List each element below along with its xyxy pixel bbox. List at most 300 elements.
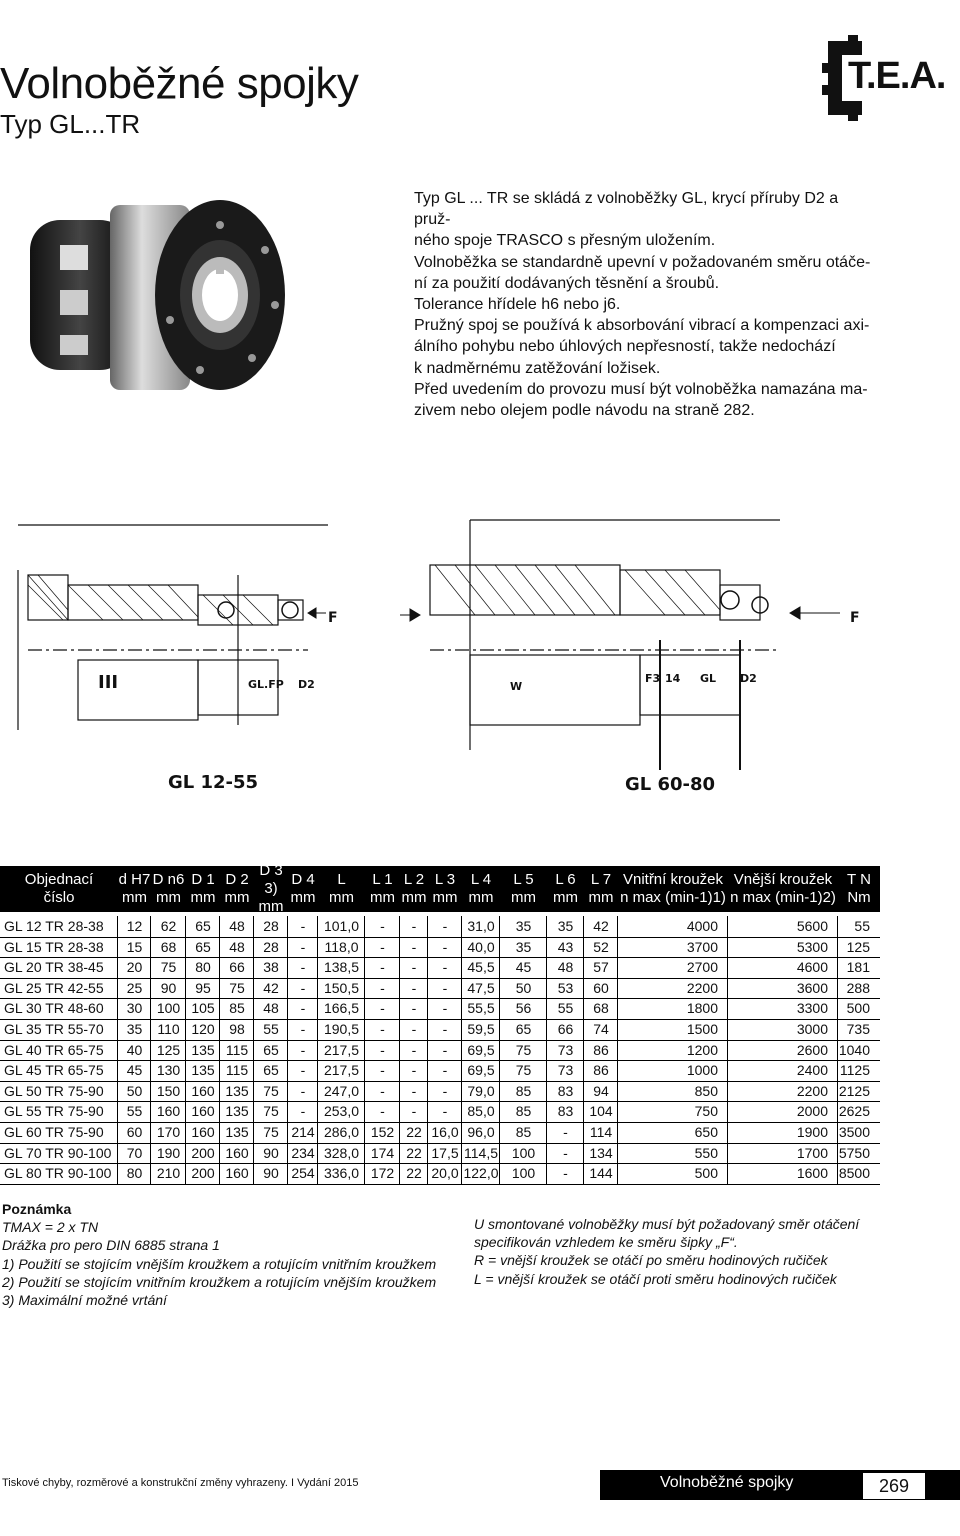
table-cell: - xyxy=(563,1165,568,1182)
table-row xyxy=(0,1143,880,1165)
table-cell: 80 xyxy=(195,959,211,976)
table-cell: 1800 xyxy=(686,1000,718,1017)
table-row xyxy=(0,1122,880,1144)
table-cell: 62 xyxy=(160,918,177,934)
table-cell: 3700 xyxy=(686,938,718,955)
column-divider xyxy=(364,916,365,1184)
column-header-unit: mm xyxy=(190,889,216,906)
table-cell: - xyxy=(411,938,417,955)
column-divider xyxy=(185,916,186,1184)
table-cell: 150 xyxy=(156,1082,181,1099)
table-cell: 55 xyxy=(557,1000,574,1017)
table-cell: 138,5 xyxy=(323,959,360,976)
table-cell: 28 xyxy=(263,918,279,934)
table-cell: - xyxy=(300,1041,306,1058)
note-line: L = vnější kroužek se otáčí proti směru hodinových ručiček xyxy=(474,1270,837,1287)
table-cell: 75 xyxy=(263,1124,279,1140)
intro-line: ného spoje TRASCO s přesným uložením. xyxy=(414,232,716,250)
table-cell: 152 xyxy=(370,1124,395,1140)
table-cell: - xyxy=(442,979,448,996)
table-cell: 2700 xyxy=(686,959,718,976)
table-cell: 50 xyxy=(126,1082,143,1099)
table-row xyxy=(0,1019,880,1041)
table-cell: 160 xyxy=(225,1165,249,1182)
table-cell: GL 35 TR 55-70 xyxy=(4,1021,104,1037)
table-cell: 38 xyxy=(263,959,279,976)
footer-disclaimer: Tiskové chyby, rozměrové a konstrukční změny vyhrazeny. I Vydání 2015 xyxy=(2,1477,359,1489)
table-row xyxy=(0,1060,880,1082)
table-cell: 4000 xyxy=(686,918,718,934)
column-header xyxy=(428,866,462,912)
table-cell: 22 xyxy=(406,1124,422,1140)
column-header xyxy=(584,866,618,912)
intro-line: Volnoběžka se standardně upevní v požadovaném směru otáče- xyxy=(414,253,871,271)
footer-section-title: Volnoběžné spojky xyxy=(660,1474,794,1491)
column-divider xyxy=(117,916,118,1184)
table-cell: 65 xyxy=(263,1062,279,1079)
column-header-name: D 3 3) xyxy=(259,862,283,897)
table-cell: 85,0 xyxy=(467,1103,495,1120)
table-cell: 90 xyxy=(160,979,177,996)
table-cell: 110 xyxy=(157,1021,180,1037)
table-cell: - xyxy=(411,918,417,934)
table-cell: 65 xyxy=(263,1041,279,1058)
table-cell: 75 xyxy=(160,959,177,976)
table-cell: 22 xyxy=(406,1144,422,1161)
table-cell: - xyxy=(563,1144,568,1161)
table-cell: 57 xyxy=(593,959,609,976)
table-cell: 8500 xyxy=(838,1165,870,1182)
intro-line: k nadměrnému zatěžování ložisek. xyxy=(414,359,661,377)
column-divider xyxy=(837,916,838,1184)
table-cell: 160 xyxy=(156,1103,181,1120)
table-cell: 2625 xyxy=(838,1103,870,1120)
table-cell: 75 xyxy=(515,1062,532,1079)
table-cell: 214 xyxy=(291,1124,315,1140)
label-force-right: F xyxy=(850,610,860,626)
notes-right xyxy=(474,1215,894,1288)
table-cell: 217,5 xyxy=(323,1062,360,1079)
intro-line: Pružný spoj se používá k absorbování vibrací a kompenzaci axi- xyxy=(414,317,870,335)
table-cell: - xyxy=(380,1000,385,1017)
column-header-name: Vnější kroužek xyxy=(733,871,833,888)
table-cell: 105 xyxy=(191,1000,215,1017)
table-cell: - xyxy=(300,1082,306,1099)
table-cell: 135 xyxy=(225,1103,249,1120)
label-hub-right: W xyxy=(510,680,523,693)
table-cell: 96,0 xyxy=(467,1124,495,1140)
table-cell: - xyxy=(300,1062,306,1079)
table-cell: 288 xyxy=(846,979,870,996)
table-cell: - xyxy=(380,1103,385,1120)
table-cell: 48 xyxy=(229,938,245,955)
table-cell: 73 xyxy=(557,1041,574,1058)
table-cell: 135 xyxy=(191,1062,215,1079)
table-cell: 65 xyxy=(195,938,211,955)
product-photo xyxy=(20,190,290,400)
table-cell: - xyxy=(442,938,448,955)
column-header-name: L 5 xyxy=(513,871,534,888)
table-cell: 35 xyxy=(557,918,574,934)
column-header xyxy=(186,866,220,912)
column-divider xyxy=(499,916,500,1184)
table-row xyxy=(0,937,880,959)
table-cell: 5750 xyxy=(838,1144,870,1161)
column-header-name: T N xyxy=(847,871,871,888)
table-cell: 66 xyxy=(229,959,245,976)
table-cell: 190,5 xyxy=(323,1021,360,1037)
table-cell: - xyxy=(411,1103,417,1120)
table-cell: - xyxy=(300,918,306,934)
table-row xyxy=(0,1101,880,1123)
note-line: U smontované volnoběžky musí být požadovaný směr otáčení xyxy=(474,1216,860,1232)
table-cell: 75 xyxy=(229,979,245,996)
column-header-unit: mm xyxy=(258,898,284,915)
column-header xyxy=(0,866,118,912)
table-cell: 3500 xyxy=(838,1124,870,1140)
intro-line: ní za použití dodávaných těsnění a šroubů. xyxy=(414,274,720,292)
table-cell: - xyxy=(442,1103,448,1120)
table-cell: 83 xyxy=(557,1082,574,1099)
table-cell: 1125 xyxy=(839,1062,870,1079)
table-cell: 80 xyxy=(126,1165,143,1182)
table-cell: - xyxy=(442,1062,448,1079)
table-cell: 35 xyxy=(126,1021,143,1037)
note-line: Drážka pro pero DIN 6885 strana 1 xyxy=(2,1237,220,1254)
table-cell: GL 30 TR 48-60 xyxy=(4,1000,104,1017)
table-cell: 66 xyxy=(557,1021,574,1037)
table-cell: 28 xyxy=(263,938,279,955)
table-cell: 1040 xyxy=(838,1041,870,1058)
table-cell: 200 xyxy=(191,1144,215,1161)
table-cell: GL 15 TR 28-38 xyxy=(4,938,104,955)
table-cell: 150,5 xyxy=(323,979,360,996)
table-cell: 286,0 xyxy=(323,1124,360,1140)
table-cell: 100 xyxy=(511,1144,536,1161)
table-cell: 90 xyxy=(263,1144,279,1161)
column-divider xyxy=(617,916,618,1184)
table-cell: GL 20 TR 38-45 xyxy=(4,959,104,976)
table-cell: - xyxy=(411,1021,417,1037)
column-divider xyxy=(253,916,254,1184)
table-cell: - xyxy=(411,979,417,996)
column-header xyxy=(838,866,880,912)
column-header xyxy=(365,866,400,912)
column-header-unit: mm xyxy=(401,889,427,906)
table-cell: 68 xyxy=(593,1000,609,1017)
column-header-unit: mm xyxy=(511,889,536,906)
table-cell: GL 40 TR 65-75 xyxy=(4,1041,104,1058)
table-cell: - xyxy=(380,1041,385,1058)
table-cell: 1600 xyxy=(796,1165,828,1182)
table-cell: 69,5 xyxy=(467,1062,495,1079)
intro-line: Typ GL ... TR se skládá z volnoběžky GL, krycí příruby D2 a pruž- xyxy=(414,190,839,229)
intro-text xyxy=(414,188,874,421)
table-cell: - xyxy=(300,938,306,955)
column-divider xyxy=(546,916,547,1184)
table-cell: 85 xyxy=(515,1082,532,1099)
table-cell: 500 xyxy=(694,1165,718,1182)
table-cell: 500 xyxy=(846,1000,870,1017)
table-cell: 45 xyxy=(126,1062,143,1079)
table-cell: 1000 xyxy=(686,1062,718,1079)
table-cell: 2600 xyxy=(796,1041,828,1058)
table-cell: 1900 xyxy=(796,1124,828,1140)
column-divider xyxy=(317,916,318,1184)
column-header-name: L 4 xyxy=(470,871,492,888)
table-cell: 100 xyxy=(511,1165,536,1182)
column-header-unit: mm xyxy=(122,889,147,906)
table-cell: 95 xyxy=(195,979,211,996)
label-14: 14 xyxy=(665,672,681,685)
column-header xyxy=(151,866,186,912)
table-cell: 2125 xyxy=(838,1082,870,1099)
table-cell: 75 xyxy=(263,1103,279,1120)
label-gl: GL xyxy=(700,672,717,685)
table-cell: 115 xyxy=(225,1041,249,1058)
table-cell: 104 xyxy=(589,1103,613,1120)
table-cell: 45,5 xyxy=(467,959,495,976)
table-cell: 85 xyxy=(515,1124,532,1140)
label-d2-right: D2 xyxy=(740,672,757,685)
table-cell: 50 xyxy=(515,979,532,996)
table-cell: 60 xyxy=(126,1124,143,1140)
column-header-name: D 1 xyxy=(191,871,215,888)
table-cell: 45 xyxy=(515,959,532,976)
table-cell: 3600 xyxy=(796,979,828,996)
table-cell: 160 xyxy=(191,1082,215,1099)
column-divider xyxy=(583,916,584,1184)
table-cell: 122,0 xyxy=(463,1165,499,1182)
table-cell: 16,0 xyxy=(431,1124,459,1140)
note-line: 2) Použití se stojícím vnitřním kroužkem a rotujícím vnějším kroužkem xyxy=(2,1273,437,1290)
label-hub: III xyxy=(98,672,119,693)
intro-line: Tolerance hřídele h6 nebo j6. xyxy=(414,296,621,314)
table-cell: - xyxy=(442,959,448,976)
column-header-unit: mm xyxy=(224,889,250,906)
column-header-unit: mm xyxy=(588,889,614,906)
column-header-unit: číslo xyxy=(43,889,75,906)
column-header-unit: mm xyxy=(370,889,395,906)
column-header xyxy=(400,866,428,912)
table-cell: 160 xyxy=(191,1124,215,1140)
table-cell: 114 xyxy=(589,1124,613,1140)
table-cell: 120 xyxy=(191,1021,215,1037)
table-cell: GL 70 TR 90-100 xyxy=(4,1144,112,1161)
table-cell: 98 xyxy=(229,1021,245,1037)
column-header-name: D 4 xyxy=(291,871,315,888)
column-header-name: L xyxy=(337,871,346,888)
table-cell: 42 xyxy=(593,918,609,934)
column-header-unit: mm xyxy=(290,889,316,906)
table-cell: 4600 xyxy=(796,959,828,976)
intro-line: álního pohybu nebo úhlových nepřesností, takže nedochází xyxy=(414,338,836,356)
table-cell: 2200 xyxy=(686,979,718,996)
note-line: R = vnější kroužek se otáčí po směru hodinových ručiček xyxy=(474,1252,828,1269)
note-line: specifikován vzhledem ke směru šipky „F“. xyxy=(474,1234,738,1251)
table-cell: 70 xyxy=(126,1144,143,1161)
table-cell: 170 xyxy=(156,1124,181,1140)
label-gl-fp: GL.FP xyxy=(248,678,284,691)
table-cell: 135 xyxy=(191,1041,215,1058)
table-cell: 114,5 xyxy=(464,1144,498,1161)
column-header-name: L 6 xyxy=(555,871,576,888)
table-cell: 850 xyxy=(694,1082,718,1099)
logo-text: T.E.A. xyxy=(848,55,946,97)
table-cell: - xyxy=(380,979,385,996)
table-cell: 43 xyxy=(557,938,574,955)
table-cell: 85 xyxy=(515,1103,532,1120)
table-cell: 166,5 xyxy=(323,1000,360,1017)
table-cell: 135 xyxy=(225,1124,249,1140)
column-header-name: Vnitřní kroužek xyxy=(622,871,724,888)
table-cell: - xyxy=(411,959,417,976)
column-header-unit: mm xyxy=(553,889,578,906)
column-header xyxy=(318,866,365,912)
table-cell: 115 xyxy=(225,1062,249,1079)
table-cell: 55,5 xyxy=(467,1000,495,1017)
table-cell: - xyxy=(300,959,306,976)
table-cell: 53 xyxy=(557,979,574,996)
column-header xyxy=(618,866,728,912)
table-cell: 160 xyxy=(191,1103,215,1120)
notes-left xyxy=(2,1200,472,1309)
label-force-left: F xyxy=(328,610,338,626)
table-cell: - xyxy=(411,1041,417,1058)
table-cell: 125 xyxy=(156,1041,181,1058)
table-cell: 328,0 xyxy=(323,1144,360,1161)
table-cell: 174 xyxy=(370,1144,395,1161)
table-cell: 56 xyxy=(515,1000,532,1017)
table-cell: 60 xyxy=(593,979,609,996)
page-number: 269 xyxy=(862,1472,926,1500)
table-cell: - xyxy=(380,918,385,934)
table-cell: 217,5 xyxy=(323,1041,360,1058)
column-header-unit: n max (min-1)2) xyxy=(730,889,836,906)
table-cell: 550 xyxy=(694,1144,718,1161)
table-cell: GL 60 TR 75-90 xyxy=(4,1124,104,1140)
table-row xyxy=(0,957,880,979)
table-cell: 750 xyxy=(694,1103,718,1120)
column-header-name: L 7 xyxy=(590,871,612,888)
table-cell: 210 xyxy=(156,1165,181,1182)
table-cell: 47,5 xyxy=(467,979,495,996)
page-title: Volnoběžné spojky xyxy=(0,59,359,108)
table-cell: GL 25 TR 42-55 xyxy=(4,979,104,996)
note-line: TMAX = 2 x TN xyxy=(2,1219,99,1236)
table-cell: 35 xyxy=(515,918,532,934)
table-cell: - xyxy=(411,1082,417,1099)
table-cell: 2000 xyxy=(796,1103,828,1120)
table-cell: 85 xyxy=(229,1000,245,1017)
table-cell: 40 xyxy=(126,1041,143,1058)
table-cell: 31,0 xyxy=(467,918,495,934)
table-cell: - xyxy=(442,1041,448,1058)
table-cell: 735 xyxy=(846,1021,870,1037)
column-header-name: d H7 xyxy=(118,871,151,888)
table-cell: 65 xyxy=(515,1021,532,1037)
column-header xyxy=(547,866,584,912)
table-row xyxy=(0,916,880,938)
column-header-unit: mm xyxy=(156,889,181,906)
table-cell: 30 xyxy=(126,1000,143,1017)
column-header xyxy=(500,866,547,912)
table-cell: - xyxy=(300,1103,306,1120)
table-cell: 1500 xyxy=(686,1021,718,1037)
column-header xyxy=(254,862,288,915)
table-cell: 79,0 xyxy=(467,1082,495,1099)
column-header-unit: mm xyxy=(329,889,354,906)
column-header-name: D n6 xyxy=(152,871,185,888)
column-header-unit: mm xyxy=(432,889,458,906)
note-line: 3) Maximální možné vrtání xyxy=(2,1292,167,1309)
drawing-gl-12-55 xyxy=(8,510,338,810)
table-cell: 144 xyxy=(589,1165,613,1182)
table-cell: 40,0 xyxy=(467,938,495,955)
table-cell: 55 xyxy=(263,1021,279,1037)
column-divider xyxy=(150,916,151,1184)
table-cell: GL 45 TR 65-75 xyxy=(4,1062,104,1079)
table-cell: - xyxy=(380,1021,385,1037)
column-header-name: L 3 xyxy=(434,871,456,888)
table-cell: 86 xyxy=(593,1062,609,1079)
column-header xyxy=(462,866,500,912)
column-header xyxy=(288,866,318,912)
table-cell: 134 xyxy=(589,1144,613,1161)
table-cell: - xyxy=(380,1082,385,1099)
label-f3: F3 xyxy=(645,672,661,685)
table-cell: GL 50 TR 75-90 xyxy=(4,1082,104,1099)
table-cell: 100 xyxy=(156,1000,181,1017)
drawing-gl-60-80 xyxy=(400,510,945,800)
column-divider xyxy=(287,916,288,1184)
table-cell: 234 xyxy=(291,1144,315,1161)
table-cell: 125 xyxy=(846,938,870,955)
table-cell: 3000 xyxy=(796,1021,828,1037)
table-cell: 75 xyxy=(515,1041,532,1058)
table-cell: 5300 xyxy=(796,938,828,955)
table-cell: 254 xyxy=(291,1165,315,1182)
intro-line: Před uvedením do provozu musí být volnoběžka namazána ma- xyxy=(414,380,868,398)
drawing-label-right: GL 60-80 xyxy=(625,774,716,795)
table-cell: 160 xyxy=(225,1144,249,1161)
table-cell: 94 xyxy=(593,1082,609,1099)
table-cell: 83 xyxy=(557,1103,574,1120)
table-row xyxy=(0,1163,880,1185)
column-divider xyxy=(461,916,462,1184)
table-cell: - xyxy=(300,1000,306,1017)
table-cell: 1200 xyxy=(686,1041,718,1058)
table-cell: 253,0 xyxy=(323,1103,360,1120)
column-divider xyxy=(427,916,428,1184)
table-cell: 86 xyxy=(593,1041,609,1058)
table-cell: 200 xyxy=(191,1165,215,1182)
column-header-unit: Nm xyxy=(847,889,871,906)
column-divider xyxy=(727,916,728,1184)
table-cell: 48 xyxy=(557,959,574,976)
intro-line: zivem nebo olejem podle návodu na straně 282. xyxy=(414,402,755,420)
table-cell: 69,5 xyxy=(467,1041,495,1058)
table-cell: 59,5 xyxy=(467,1021,495,1037)
column-header-unit: n max (min-1)1) xyxy=(620,889,726,906)
table-cell: 3300 xyxy=(796,1000,828,1017)
note-line: 1) Použití se stojícím vnějším kroužkem a rotujícím vnitřním kroužkem xyxy=(2,1255,437,1272)
table-cell: 190 xyxy=(156,1144,181,1161)
table-cell: 20 xyxy=(126,959,143,976)
table-cell: 336,0 xyxy=(323,1165,360,1182)
table-cell: - xyxy=(300,1021,306,1037)
table-cell: 22 xyxy=(406,1165,422,1182)
